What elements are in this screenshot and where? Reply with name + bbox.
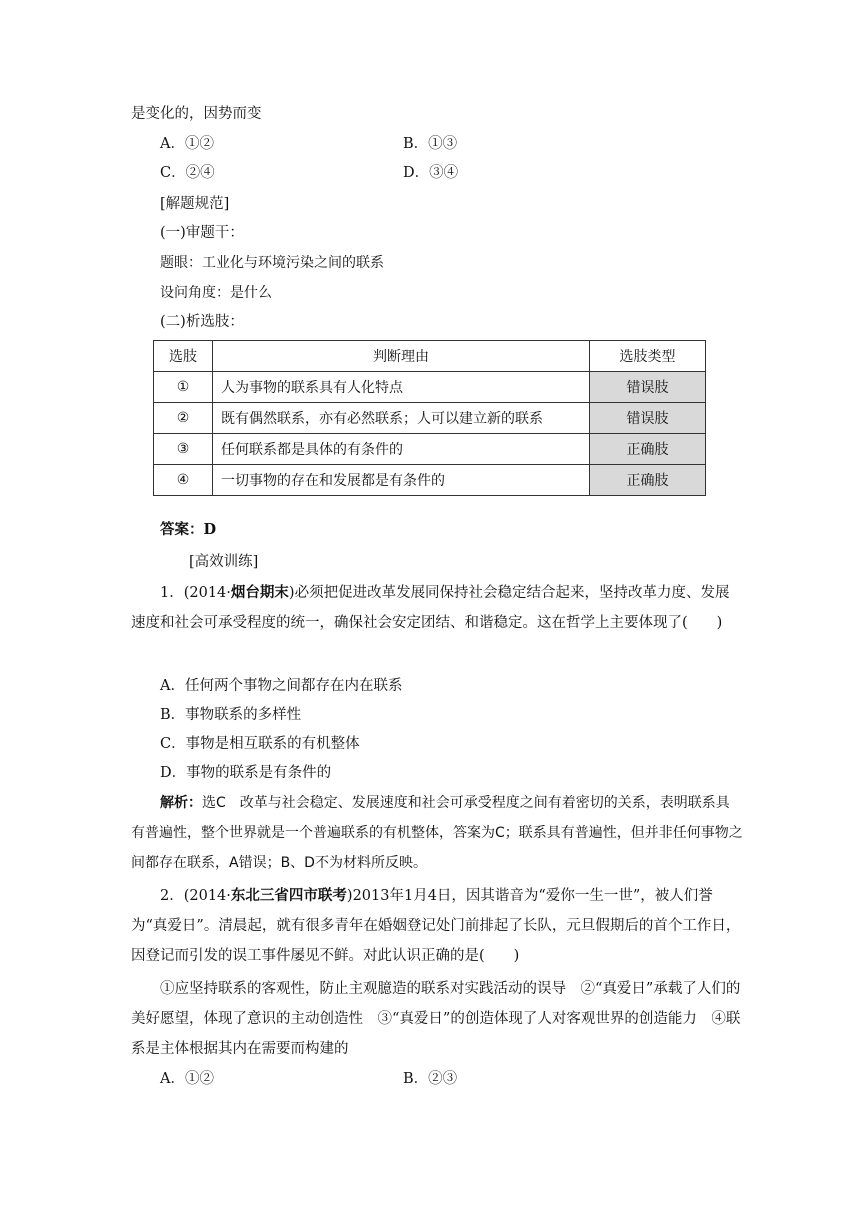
step-review-stem: (一)审题干：	[160, 225, 244, 241]
step-analyze-options: (二)析选肢：	[160, 314, 244, 330]
question-text: )必须把促进改革发展同保持社会稳定结合起来，坚持改革力度、发展速度和社会可承受程度的统一，确保社会安定团结、和谐稳定。这在哲学上主要体现了( )	[131, 585, 730, 631]
q2-statements: ①应坚持联系的客观性，防止主观臆造的联系对实践活动的误导 ②“真爱日”承载了人们的美好愿望，体现了意识的主动创造性 ③“真爱日”的创造体现了人对客观世界的创造能力 ④联系是主体根据其内在需要而构建的	[131, 981, 741, 1057]
question-1-stem	[131, 578, 743, 638]
q1-option-a: A．任何两个事物之间都存在内在联系	[160, 678, 403, 694]
key-eye: 题眼：工业化与环境污染之间的联系	[160, 255, 384, 271]
question-source: 烟台期末	[230, 585, 289, 601]
answer: 答案：D	[160, 521, 217, 538]
question-prefix: 2．(2014·	[160, 888, 231, 904]
option-type: 正确肢	[590, 434, 706, 465]
q1-option-d: D．事物的联系是有条件的	[160, 765, 332, 781]
option-reason: 任何联系都是具体的有条件的	[213, 434, 590, 465]
q1-option-c: C．事物是相互联系的有机整体	[160, 736, 360, 752]
q2-option-b: B．②③	[403, 1071, 458, 1087]
table-header-cell: 选肢	[154, 341, 213, 372]
q1-option-b: B．事物联系的多样性	[160, 707, 302, 723]
option-d: D．③④	[403, 165, 459, 181]
option-reason: 一切事物的存在和发展都是有条件的	[213, 465, 590, 496]
question-2-stem	[131, 881, 743, 971]
table-row	[154, 372, 706, 403]
table-header-cell: 判断理由	[213, 341, 590, 372]
solution-heading: [解题规范]	[160, 196, 230, 212]
option-type: 错误肢	[590, 403, 706, 434]
table-row	[154, 403, 706, 434]
q2-option-a: A．①②	[160, 1071, 214, 1087]
question-angle: 设问角度：是什么	[160, 285, 272, 301]
prev-question-tail: 是变化的，因势而变	[131, 106, 262, 122]
option-type: 正确肢	[590, 465, 706, 496]
option-analysis-table	[153, 340, 706, 496]
question-text: )2013年1月4日，因其谐音为“爱你一生一世”，被人们誉为“真爱日”。清晨起，就有很多青年在婚姻登记处门前排起了长队，元旦假期后的首个工作日，因登记而引发的误工事件屡见不鲜。对此认识正确的是( )	[131, 888, 741, 964]
analysis-text: 选C 改革与社会稳定、发展速度和社会可承受程度之间有着密切的关系，表明联系具有普遍性，整个世界就是一个普遍联系的有机整体，答案为C；联系具有普遍性，但并非任何事物之间都存在联系，A错误；B、D不为材料所反映。	[131, 795, 743, 871]
option-b: B．①③	[403, 136, 458, 152]
option-number: ②	[154, 403, 213, 434]
option-number: ①	[154, 372, 213, 403]
option-c: C．②④	[160, 165, 215, 181]
question-source: 东北三省四市联考	[230, 888, 347, 904]
option-number: ③	[154, 434, 213, 465]
table-row	[154, 465, 706, 496]
option-number: ④	[154, 465, 213, 496]
option-reason: 既有偶然联系，亦有必然联系；人可以建立新的联系	[213, 403, 590, 434]
option-a: A．①②	[160, 136, 214, 152]
question-prefix: 1．(2014·	[160, 585, 231, 601]
table-header-cell: 选肢类型	[590, 341, 706, 372]
analysis-label: 解析：	[160, 795, 202, 811]
q1-analysis	[131, 788, 743, 878]
table-header-row	[154, 341, 706, 372]
training-heading: [高效训练]	[189, 554, 259, 570]
option-type: 错误肢	[590, 372, 706, 403]
option-reason: 人为事物的联系具有人化特点	[213, 372, 590, 403]
table-row	[154, 434, 706, 465]
